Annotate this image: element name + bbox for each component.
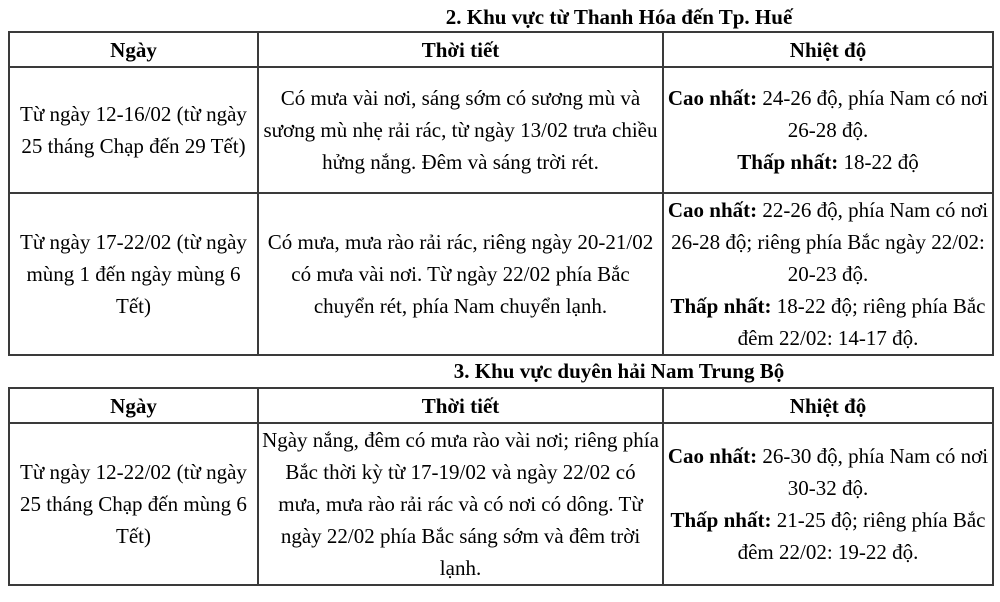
header-weather: Thời tiết [258, 388, 663, 423]
forecast-table-region-2 [8, 31, 994, 356]
temp-low-label: Thấp nhất: [737, 150, 839, 174]
section-title-region-3: 3. Khu vực duyên hải Nam Trung Bộ [453, 359, 785, 383]
temp-high-line [667, 194, 989, 290]
temp-high-label: Cao nhất: [667, 444, 758, 468]
temp-low-line [667, 504, 989, 568]
temp-high-value: 24-26 độ, phía Nam có nơi 26-28 độ. [757, 86, 989, 142]
table-row [9, 423, 993, 585]
weather-cell: Có mưa vài nơi, sáng sớm có sương mù và sương mù nhẹ rải rác, từ ngày 13/02 trưa chiều hửng nắng. Đêm và sáng trời rét. [258, 67, 663, 193]
temp-low-label: Thấp nhất: [670, 294, 772, 318]
header-temperature: Nhiệt độ [663, 388, 993, 423]
temperature-cell [663, 67, 993, 193]
temp-low-value: 21-25 độ; riêng phía Bắc đêm 22/02: 19-22 độ. [737, 508, 986, 564]
temp-low-value: 18-22 độ [838, 150, 919, 174]
date-cell: Từ ngày 12-22/02 (từ ngày 25 tháng Chạp đến mùng 6 Tết) [9, 423, 258, 585]
temp-high-line [667, 440, 989, 504]
date-cell: Từ ngày 17-22/02 (từ ngày mùng 1 đến ngày mùng 6 Tết) [9, 193, 258, 355]
forecast-table-region-3 [8, 387, 994, 586]
temp-low-label: Thấp nhất: [670, 508, 772, 532]
temp-high-value: 22-26 độ, phía Nam có nơi 26-28 độ; riêng phía Bắc ngày 22/02: 20-23 độ. [671, 198, 989, 286]
weather-cell: Có mưa, mưa rào rải rác, riêng ngày 20-21/02 có mưa vài nơi. Từ ngày 22/02 phía Bắc chuyển rét, phía Nam chuyển lạnh. [258, 193, 663, 355]
table-row [9, 67, 993, 193]
temp-low-line [667, 290, 989, 354]
header-date: Ngày [9, 32, 258, 67]
temperature-cell [663, 423, 993, 585]
table-row [9, 193, 993, 355]
table-header-row [9, 388, 993, 423]
temp-high-label: Cao nhất: [667, 198, 758, 222]
weather-cell: Ngày nắng, đêm có mưa rào vài nơi; riêng phía Bắc thời kỳ từ 17-19/02 và ngày 22/02 có mưa, mưa rào rải rác và có nơi có dông. Từ ngày 22/02 phía Bắc sáng sớm và đêm trời lạnh. [258, 423, 663, 585]
header-date: Ngày [9, 388, 258, 423]
temp-high-label: Cao nhất: [667, 86, 758, 110]
header-weather: Thời tiết [258, 32, 663, 67]
temp-high-line [667, 82, 989, 146]
temp-low-value: 18-22 độ; riêng phía Bắc đêm 22/02: 14-17 độ. [737, 294, 986, 350]
temp-low-line [667, 146, 989, 178]
section-title-region-2: 2. Khu vực từ Thanh Hóa đến Tp. Huế [445, 5, 793, 29]
temp-high-value: 26-30 độ, phía Nam có nơi 30-32 độ. [757, 444, 989, 500]
temperature-cell [663, 193, 993, 355]
date-cell: Từ ngày 12-16/02 (từ ngày 25 tháng Chạp đến 29 Tết) [9, 67, 258, 193]
table-header-row [9, 32, 993, 67]
header-temperature: Nhiệt độ [663, 32, 993, 67]
